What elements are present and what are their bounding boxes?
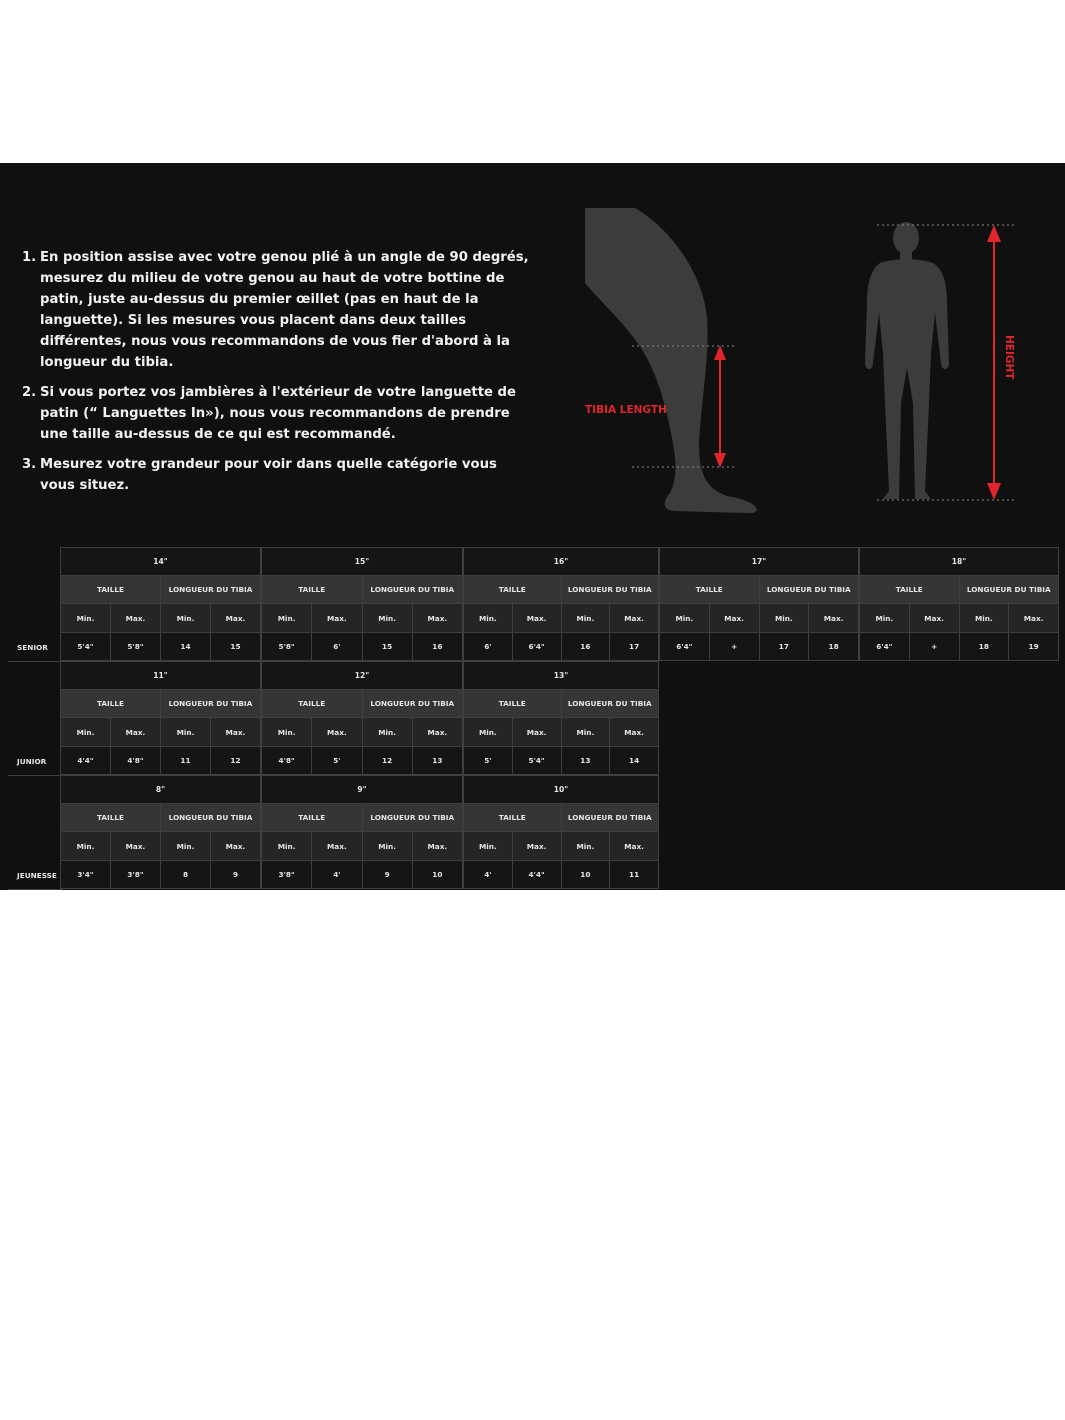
tibia-min-value: 8 (161, 861, 211, 889)
min-header: Min. (262, 718, 312, 747)
tibia-max-value: 9 (211, 861, 261, 889)
taille-min-value: 3'4" (61, 861, 111, 889)
min-header: Min. (860, 604, 910, 633)
tibia-max-value: 13 (412, 747, 462, 775)
tibia-max-value: 14 (610, 747, 659, 775)
taille-max-value: 4'8" (111, 747, 161, 775)
tibia-header: LONGUEUR DU TIBIA (362, 690, 463, 718)
row-label-senior: SENIOR (17, 643, 48, 652)
tibia-header: LONGUEUR DU TIBIA (161, 804, 261, 832)
size-header: 13" (464, 662, 659, 690)
row-label-jeunesse: JEUNESSE (17, 871, 57, 880)
tibia-min-value: 17 (759, 633, 809, 661)
taille-header: TAILLE (464, 690, 562, 718)
size-header: 18" (860, 548, 1059, 576)
tibia-arrow-icon (714, 345, 726, 468)
size-group-table (859, 547, 1059, 661)
max-header: Max. (412, 718, 462, 747)
tibia-header: LONGUEUR DU TIBIA (561, 804, 659, 832)
tibia-max-value: 16 (412, 633, 462, 661)
taille-min-value: 5' (464, 747, 513, 775)
taille-max-value: 3'8" (111, 861, 161, 889)
size-group (261, 547, 463, 661)
size-group-table (261, 775, 463, 889)
tibia-header: LONGUEUR DU TIBIA (362, 804, 463, 832)
min-header: Min. (161, 604, 211, 633)
size-group-table (60, 661, 261, 775)
tibia-min-value: 14 (161, 633, 211, 661)
taille-min-value: 5'8" (262, 633, 312, 661)
size-header: 11" (61, 662, 261, 690)
taille-max-value: 5'4" (512, 747, 561, 775)
row-divider (8, 889, 62, 890)
height-arrow-icon (987, 225, 1001, 500)
instruction-number: 3. (22, 457, 37, 472)
taille-min-value: 6' (464, 633, 513, 661)
min-header: Min. (262, 832, 312, 861)
max-header: Max. (909, 604, 959, 633)
size-header: 8" (61, 776, 261, 804)
tibia-min-value: 16 (561, 633, 610, 661)
size-group-table (463, 547, 659, 661)
row-divider (8, 661, 62, 662)
tibia-header: LONGUEUR DU TIBIA (161, 690, 261, 718)
instruction-number: 1. (22, 250, 37, 265)
size-header: 10" (464, 776, 659, 804)
instruction-item (20, 382, 535, 445)
taille-header: TAILLE (61, 690, 161, 718)
taille-header: TAILLE (262, 576, 363, 604)
size-header: 14" (61, 548, 261, 576)
size-group-table (463, 775, 659, 889)
size-group (463, 775, 659, 889)
min-header: Min. (561, 718, 610, 747)
size-group (60, 661, 261, 775)
max-header: Max. (512, 718, 561, 747)
tibia-min-value: 13 (561, 747, 610, 775)
max-header: Max. (312, 604, 362, 633)
row-label-junior: JUNIOR (17, 757, 47, 766)
tibia-max-value: 17 (610, 633, 659, 661)
instruction-number: 2. (22, 385, 37, 400)
tibia-min-value: 10 (561, 861, 610, 889)
max-header: Max. (709, 604, 759, 633)
tibia-header: LONGUEUR DU TIBIA (759, 576, 859, 604)
min-header: Min. (464, 718, 513, 747)
taille-min-value: 6'4" (860, 633, 910, 661)
max-header: Max. (312, 718, 362, 747)
tibia-min-value: 11 (161, 747, 211, 775)
instruction-text: Mesurez votre grandeur pour voir dans quelle catégorie vous vous situez. (40, 457, 497, 493)
taille-min-value: 3'8" (262, 861, 312, 889)
max-header: Max. (111, 832, 161, 861)
tibia-min-value: 18 (959, 633, 1009, 661)
height-label: HEIGHT (1003, 335, 1015, 380)
taille-min-value: 4'8" (262, 747, 312, 775)
taille-max-value: 6'4" (512, 633, 561, 661)
size-group (859, 547, 1059, 661)
min-header: Min. (464, 604, 513, 633)
tibia-max-value: 19 (1009, 633, 1059, 661)
tibia-header: LONGUEUR DU TIBIA (561, 690, 659, 718)
size-group-table (261, 547, 463, 661)
size-group (659, 547, 859, 661)
size-group (60, 547, 261, 661)
size-group-table (60, 775, 261, 889)
taille-max-value: 4' (312, 861, 362, 889)
min-header: Min. (61, 832, 111, 861)
min-header: Min. (61, 718, 111, 747)
min-header: Min. (561, 604, 610, 633)
size-group (261, 661, 463, 775)
taille-max-value: 6' (312, 633, 362, 661)
size-group-table (261, 661, 463, 775)
min-header: Min. (362, 832, 412, 861)
size-header: 12" (262, 662, 463, 690)
size-header: 17" (660, 548, 859, 576)
max-header: Max. (211, 604, 261, 633)
size-group (60, 775, 261, 889)
instruction-text: Si vous portez vos jambières à l'extérieur de votre languette de patin (“ Languettes In»), nous vous recommandons de prendre une taille au-dessus de ce qui est recommandé. (40, 385, 516, 442)
max-header: Max. (610, 604, 659, 633)
instruction-text: En position assise avec votre genou plié à un angle de 90 degrés, mesurez du milieu de votre genou au haut de votre bottine de patin, juste au-dessus du premier œillet (pas en haut de la languette). Si les mesures vous placent dans deux tailles différentes, nous vous recommandons de vous fier d'abord à la longueur du tibia. (40, 250, 529, 370)
taille-header: TAILLE (660, 576, 760, 604)
size-header: 15" (262, 548, 463, 576)
size-group-table (659, 547, 859, 661)
max-header: Max. (610, 832, 659, 861)
instruction-item (20, 454, 535, 496)
min-header: Min. (161, 718, 211, 747)
row-divider (8, 775, 62, 776)
taille-header: TAILLE (262, 804, 363, 832)
leg-silhouette-icon (585, 208, 757, 513)
taille-min-value: 6'4" (660, 633, 710, 661)
max-header: Max. (211, 718, 261, 747)
size-header: 16" (464, 548, 659, 576)
taille-header: TAILLE (61, 576, 161, 604)
measurement-instructions (20, 247, 535, 505)
max-header: Max. (809, 604, 859, 633)
tibia-max-value: 10 (412, 861, 462, 889)
taille-header: TAILLE (262, 690, 363, 718)
taille-header: TAILLE (61, 804, 161, 832)
tibia-length-label: TIBIA LENGTH (585, 404, 667, 416)
tibia-header: LONGUEUR DU TIBIA (362, 576, 463, 604)
taille-min-value: 4' (464, 861, 513, 889)
max-header: Max. (111, 604, 161, 633)
min-header: Min. (61, 604, 111, 633)
max-header: Max. (512, 832, 561, 861)
min-header: Min. (561, 832, 610, 861)
tibia-max-value: 11 (610, 861, 659, 889)
tibia-header: LONGUEUR DU TIBIA (161, 576, 261, 604)
tibia-min-value: 15 (362, 633, 412, 661)
measurement-figure (575, 203, 1065, 523)
min-header: Min. (362, 604, 412, 633)
max-header: Max. (312, 832, 362, 861)
max-header: Max. (111, 718, 161, 747)
taille-min-value: 4'4" (61, 747, 111, 775)
size-group (261, 775, 463, 889)
body-silhouette-icon (865, 222, 949, 499)
max-header: Max. (512, 604, 561, 633)
size-header: 9" (262, 776, 463, 804)
taille-header: TAILLE (860, 576, 960, 604)
taille-max-value: + (709, 633, 759, 661)
min-header: Min. (660, 604, 710, 633)
size-group (463, 661, 659, 775)
max-header: Max. (1009, 604, 1059, 633)
size-chart-panel (0, 163, 1065, 890)
max-header: Max. (412, 832, 462, 861)
taille-max-value: + (909, 633, 959, 661)
min-header: Min. (262, 604, 312, 633)
max-header: Max. (610, 718, 659, 747)
tibia-min-value: 12 (362, 747, 412, 775)
tibia-max-value: 12 (211, 747, 261, 775)
tibia-max-value: 18 (809, 633, 859, 661)
max-header: Max. (211, 832, 261, 861)
taille-header: TAILLE (464, 804, 562, 832)
instruction-item (20, 247, 535, 373)
taille-max-value: 4'4" (512, 861, 561, 889)
size-group (463, 547, 659, 661)
taille-max-value: 5'8" (111, 633, 161, 661)
taille-max-value: 5' (312, 747, 362, 775)
tibia-header: LONGUEUR DU TIBIA (561, 576, 659, 604)
taille-header: TAILLE (464, 576, 562, 604)
tibia-header: LONGUEUR DU TIBIA (959, 576, 1059, 604)
min-header: Min. (759, 604, 809, 633)
size-group-table (60, 547, 261, 661)
min-header: Min. (464, 832, 513, 861)
min-header: Min. (362, 718, 412, 747)
tibia-min-value: 9 (362, 861, 412, 889)
size-group-table (463, 661, 659, 775)
taille-min-value: 5'4" (61, 633, 111, 661)
min-header: Min. (959, 604, 1009, 633)
tibia-max-value: 15 (211, 633, 261, 661)
min-header: Min. (161, 832, 211, 861)
max-header: Max. (412, 604, 462, 633)
